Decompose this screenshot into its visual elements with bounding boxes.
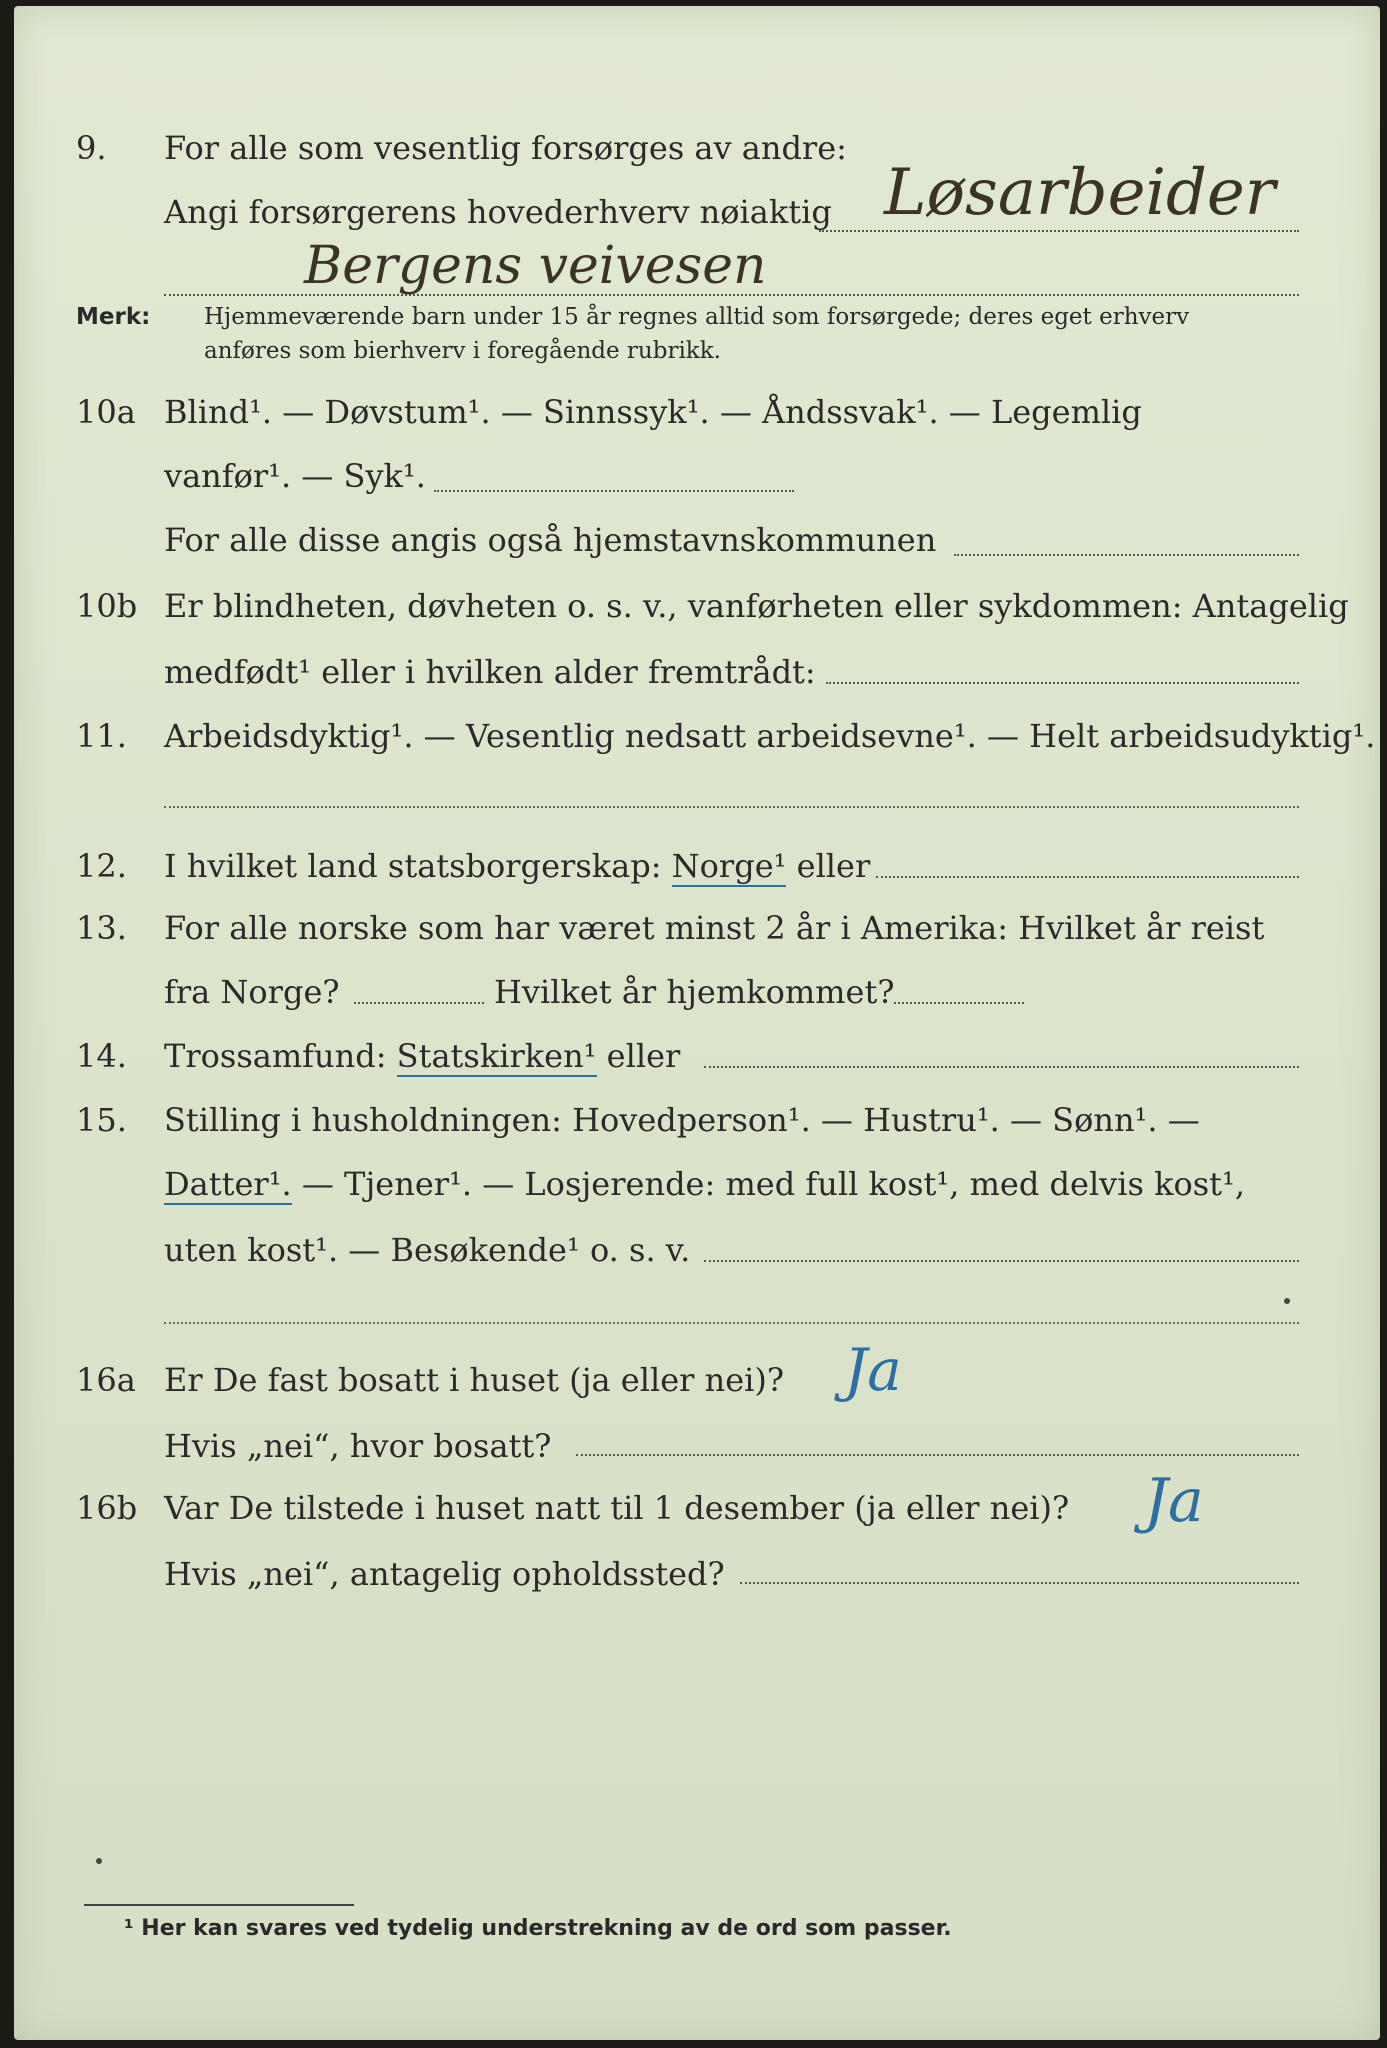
census-form-page xyxy=(14,6,1380,2040)
q15-fill-line-1 xyxy=(704,1260,1299,1262)
q9-answer-employer: Bergens veivesen xyxy=(304,236,767,296)
q10b-row-1 xyxy=(14,578,1380,634)
merk-note xyxy=(76,300,150,334)
q10b-line-2: medfødt¹ eller i hvilken alder fremtrådt: xyxy=(164,653,816,691)
q15-line-2: — Tjener¹. — Losjerende: med full kost¹, med delvis kost¹, xyxy=(301,1165,1246,1203)
q12-number: 12. xyxy=(76,847,127,885)
q10a-row-3 xyxy=(14,512,1380,568)
q12-question xyxy=(164,838,870,894)
q15-row-2 xyxy=(14,1156,1380,1212)
q16b-line-2: Hvis „nei“, antagelig opholdssted? xyxy=(164,1555,725,1593)
q16a-fill-line xyxy=(576,1454,1299,1456)
q15-fill-line-2 xyxy=(164,1322,1299,1324)
q9-fill-line-2 xyxy=(164,294,1299,296)
merk-label: Merk: xyxy=(76,304,151,330)
q16b-answer: Ja xyxy=(1144,1466,1204,1536)
q14-suffix: eller xyxy=(606,1037,681,1075)
q10b-fill-line xyxy=(826,682,1299,684)
q12-prefix: I hvilket land statsborgerskap: xyxy=(164,847,662,885)
q13-line-2a: fra Norge? xyxy=(164,973,340,1011)
q13-line-1: For alle norske som har været minst 2 år i Amerika: Hvilket år reist xyxy=(164,909,1265,947)
footnote-rule xyxy=(84,1904,354,1906)
q11-fill-line xyxy=(164,806,1299,808)
q12-fill-line xyxy=(876,876,1299,878)
q15-underlined-answer: Datter¹. xyxy=(164,1165,292,1203)
q14-row xyxy=(14,1028,1380,1084)
q14-underlined-answer: Statskirken¹ xyxy=(396,1037,597,1075)
q11-number: 11. xyxy=(76,717,127,755)
q10a-line-3: For alle disse angis også hjemstavnskommunen xyxy=(164,521,937,559)
q10a-line-2: vanfør¹. — Syk¹. xyxy=(164,457,426,495)
q16a-row-1 xyxy=(14,1352,1380,1408)
ink-dot xyxy=(96,1858,102,1864)
q10a-number: 10a xyxy=(76,393,136,431)
q16a-answer: Ja xyxy=(844,1336,902,1404)
q16a-line-1: Er De fast bosatt i huset (ja eller nei)? xyxy=(164,1361,785,1399)
q13-row-1 xyxy=(14,900,1380,956)
q13-line-2b: Hvilket år hjemkommet? xyxy=(494,973,895,1011)
q16b-row-2 xyxy=(14,1546,1380,1602)
q13-row-2 xyxy=(14,964,1380,1020)
q10b-number: 10b xyxy=(76,587,138,625)
q16a-line-2: Hvis „nei“, hvor bosatt? xyxy=(164,1427,552,1465)
q16b-fill-line xyxy=(740,1582,1299,1584)
q10a-row-2 xyxy=(14,448,1380,504)
q10a-line-1: Blind¹. — Døvstum¹. — Sinnssyk¹. — Åndssvak¹. — Legemlig xyxy=(164,393,1142,431)
q12-suffix: eller xyxy=(796,847,871,885)
q13-fill-line-1 xyxy=(354,1002,484,1004)
q14-prefix: Trossamfund: xyxy=(164,1037,387,1075)
q13-number: 13. xyxy=(76,909,127,947)
q9-answer-occupation: Løsarbeider xyxy=(884,156,1276,230)
merk-line-2: anføres som bierhverv i foregående rubrikk. xyxy=(204,338,721,364)
q14-question xyxy=(164,1028,680,1084)
q16a-number: 16a xyxy=(76,1361,136,1399)
footnote: ¹ Her kan svares ved tydelig understrekning av de ord som passer. xyxy=(124,1916,952,1941)
q14-fill-line xyxy=(704,1066,1299,1068)
q12-underlined-answer: Norge¹ xyxy=(671,847,787,885)
q11-line-1: Arbeidsdyktig¹. — Vesentlig nedsatt arbeidsevne¹. — Helt arbeidsudyktig¹. xyxy=(164,717,1376,755)
q13-fill-line-2 xyxy=(894,1002,1024,1004)
q15-line-1: Stilling i husholdningen: Hovedperson¹. — Hustru¹. — Sønn¹. — xyxy=(164,1101,1200,1139)
q10a-row-1 xyxy=(14,384,1380,440)
q10b-row-2 xyxy=(14,644,1380,700)
q16b-line-1: Var De tilstede i huset natt til 1 desember (ja eller nei)? xyxy=(164,1489,1070,1527)
q11-row xyxy=(14,708,1380,764)
q10a-fill-line-1 xyxy=(434,490,794,492)
q15-line-3: uten kost¹. — Besøkende¹ o. s. v. xyxy=(164,1231,691,1269)
q10a-fill-line-2 xyxy=(954,554,1299,556)
q15-number: 15. xyxy=(76,1101,127,1139)
merk-line-1: Hjemmeværende barn under 15 år regnes alltid som forsørgede; deres eget erhverv xyxy=(204,304,1190,330)
q15-line-2-wrap xyxy=(164,1156,1245,1212)
ink-dot xyxy=(1284,1298,1290,1304)
q15-row-1 xyxy=(14,1092,1380,1148)
q12-row xyxy=(14,838,1380,894)
q9-number: 9. xyxy=(76,129,107,167)
q16b-number: 16b xyxy=(76,1489,138,1527)
q9-question: For alle som vesentlig forsørges av andre: xyxy=(164,129,847,167)
q9-question-2: Angi forsørgerens hovederhverv nøiaktig xyxy=(164,193,832,231)
q14-number: 14. xyxy=(76,1037,127,1075)
q15-row-3 xyxy=(14,1222,1380,1278)
q10b-line-1: Er blindheten, døvheten o. s. v., vanførheten eller sykdommen: Antagelig xyxy=(164,587,1349,625)
q9-fill-line-1 xyxy=(819,230,1299,232)
